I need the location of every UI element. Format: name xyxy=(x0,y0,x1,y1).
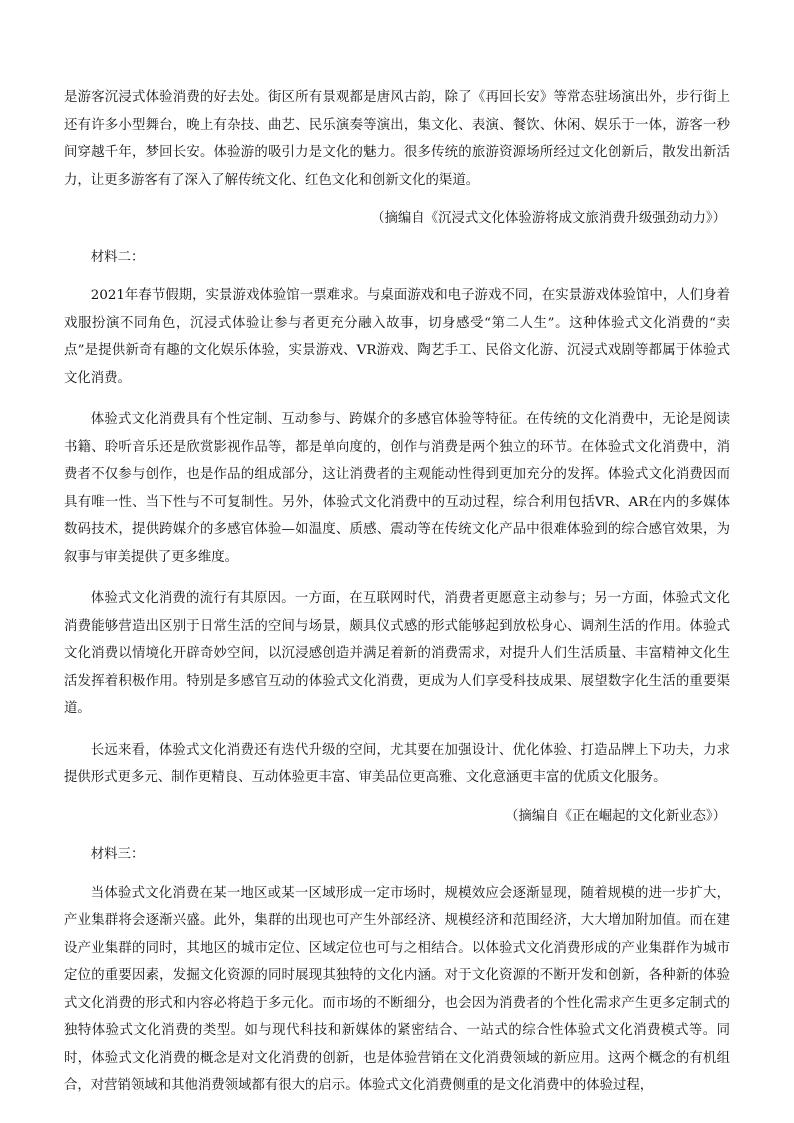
paragraph-material-2-1: 2021年春节假期，实景游戏体验馆一票难求。与桌面游戏和电子游戏不同，在实景游戏体验馆中，人们身着戏服扮演不同角色，沉浸式体验让参与者更充分融入故事，切身感受“第二人生”。这种体验式文化消费的“卖点”是提供新奇有趣的文化娱乐体验，实景游戏、VR游戏、陶艺手工、民俗文化游、沉浸式戏剧等都属于体验式文化消费。 xyxy=(64,288,730,386)
paragraph-intro-continued: 是游客沉浸式体验消费的好去处。街区所有景观都是唐风古韵，除了《再回长安》等常态驻场演出外，步行街上还有许多小型舞台，晚上有杂技、曲艺、民乐演奏等演出，集文化、表演、餐饮、休闲、娱乐于一体，游客一秒间穿越千年，梦回长安。体验游的吸引力是文化的魅力。很多传统的旅游资源场所经过文化创新后，散发出新活力，让更多游客有了深入了解传统文化、红色文化和创新文化的渠道。 xyxy=(64,90,730,188)
paragraph-material-2-2: 体验式文化消费具有个性定制、互动参与、跨媒介的多感官体验等特征。在传统的文化消费中，无论是阅读书籍、聆听音乐还是欣赏影视作品等，都是单向度的，创作与消费是两个独立的环节。在体验式文化消费中，消费者不仅参与创作，也是作品的组成部分，这让消费者的主观能动性得到更加充分的发挥。体验式文化消费因而具有唯一性、当下性与不可复制性。另外，体验式文化消费中的互动过程，综合利用包括VR、AR在内的多媒体数码技术，提供跨媒介的多感官体验—如温度、质感、震动等在传统文化产品中很难体验到的综合感官效果，为叙事与审美提供了更多维度。 xyxy=(64,412,730,565)
paragraph-material-2-4: 长远来看，体验式文化消费还有迭代升级的空间，尤其要在加强设计、优化体验、打造品牌上下功夫，力求提供形式更多元、制作更精良、互动体验更丰富、审美品位更高雅、文化意涵更丰富的优质文化服务。 xyxy=(64,742,730,785)
section-heading-material-3: 材料三： xyxy=(90,847,145,862)
paragraph-material-2-3: 体验式文化消费的流行有其原因。一方面，在互联网时代，消费者更愿意主动参与；另一方面，体验式文化消费能够营造出区别于日常生活的空间与场景，颇具仪式感的形式能够起到放松身心、调剂生活的作用。体验式文化消费以情境化开辟奇妙空间，以沉浸感创造并满足着新的消费需求，对提升人们生活质量、丰富精神文化生活发挥着积极作用。特别是多感官互动的体验式文化消费，更成为人们享受科技成果、展望数字化生活的重要渠道。 xyxy=(64,591,730,716)
source-citation-2: （摘编自《正在崛起的文化新业态》） xyxy=(505,808,726,824)
document-page xyxy=(64,84,730,1100)
section-heading-material-2: 材料二： xyxy=(90,249,145,265)
source-citation-1: （摘编自《沉浸式文化体验游将成文旅消费升级强劲动力》） xyxy=(371,211,726,226)
paragraph-material-3-1: 当体验式文化消费在某一地区或某一区域形成一定市场时，规模效应会逐渐显现，随着规模的进一步扩大，产业集群将会逐渐兴盛。此外，集群的出现也可产生外部经济、规模经济和范围经济，大大增加附加值。而在建设产业集群的同时，其地区的城市定位、区域定位也可与之相结合。以体验式文化消费形成的产业集群作为城市定位的重要因素，发掘文化资源的同时展现其独特的文化内涵。对于文化资源的不断开发和创新，各种新的体验式文化消费的形式和内容必将趋于多元化。而市场的不断细分，也会因为消费者的个性化需求产生更多定制式的独特体验式文化消费的类型。如与现代科技和新媒体的紧密结合、一站式的综合性体验式文化消费模式等。同时，体验式文化消费的概念是对文化消费的创新，也是体验营销在文化消费领域的新应用。这两个概念的有机组合，对营销领域和其他消费领域都有很大的启示。体验式文化消费侧重的是文化消费中的体验过程， xyxy=(64,885,730,1093)
